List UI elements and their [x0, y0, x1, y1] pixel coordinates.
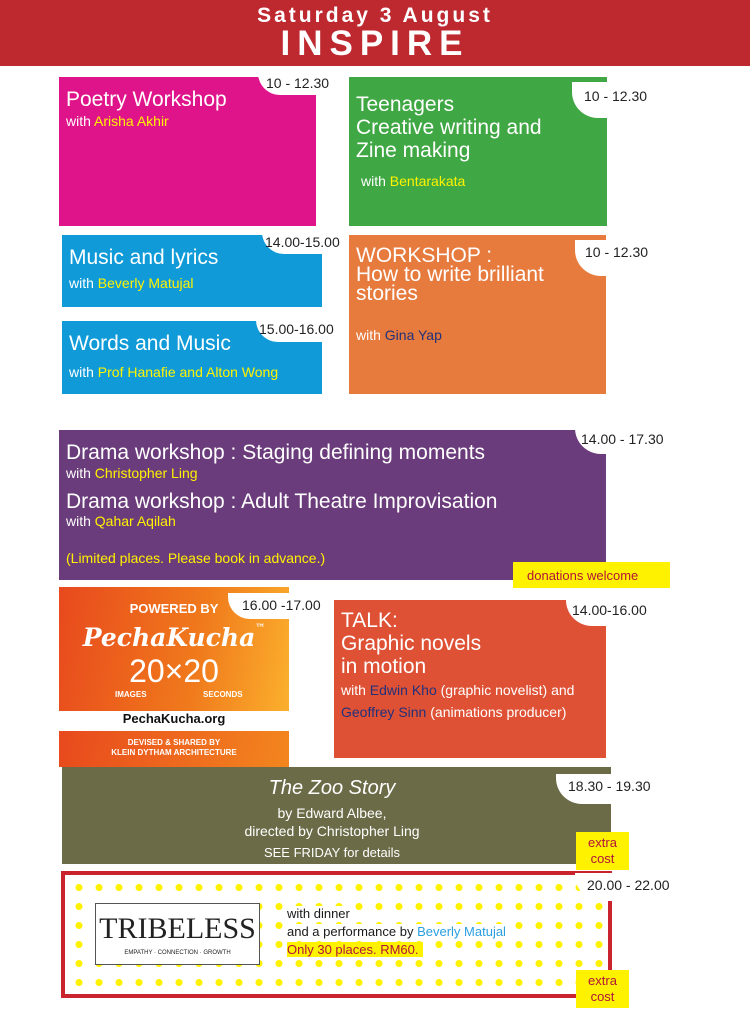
teenagers-host-line	[361, 173, 465, 189]
words-music-host-line	[69, 364, 278, 380]
drama-booking-note: (Limited places. Please book in advance.)	[66, 550, 326, 566]
music-lyrics-time: 14.00-15.00	[262, 232, 348, 254]
pechakucha-url: PechaKucha.org	[122, 711, 226, 726]
talk-role-1: (graphic novelist) and	[436, 682, 575, 698]
writing-with: with	[356, 327, 385, 343]
drama-host-line-2	[66, 513, 176, 529]
tribeless-extra-2: cost	[590, 989, 615, 1004]
poetry-with: with	[66, 113, 95, 129]
zoo-director: directed by Christopher Ling	[244, 823, 420, 839]
tribeless-dinner: with dinner	[287, 906, 350, 921]
talk-host-1: Edwin Kho	[369, 682, 437, 698]
writing-host-line	[356, 327, 442, 343]
drama-host-1: Christopher Ling	[94, 465, 198, 481]
zoo-extra-1: extra	[588, 835, 617, 850]
zoo-extra-2: cost	[590, 851, 615, 866]
poetry-title: Poetry Workshop	[66, 88, 227, 111]
tribeless-time: 20.00 - 22.00	[575, 873, 685, 901]
poetry-host: Arisha Akhir	[94, 113, 169, 129]
pechakucha-format: 20×20	[129, 653, 219, 689]
talk-host-2: Geoffrey Sinn	[341, 704, 427, 720]
talk-with: with	[341, 682, 370, 698]
tribeless-performance-prefix: and a performance by	[287, 924, 418, 939]
poetry-workshop-card	[59, 77, 316, 226]
drama-title-1: Drama workshop : Staging defining moments	[66, 441, 486, 464]
donations-badge: donations welcome	[513, 562, 670, 588]
pechakucha-devised-2: KLEIN DYTHAM ARCHITECTURE	[111, 748, 237, 757]
pechakucha-name: PechaKucha	[82, 623, 256, 652]
teenagers-title-2: Creative writing and	[356, 116, 542, 139]
tribeless-performance	[287, 924, 506, 939]
words-music-host: Prof Hanafie and Alton Wong	[97, 364, 279, 380]
teenagers-with: with	[361, 173, 390, 189]
drama-time: 14.00 - 17.30	[575, 428, 675, 454]
pechakucha-seconds: SECONDS	[203, 690, 243, 699]
zoo-author: by Edward Albee,	[277, 805, 387, 821]
words-music-time: 15.00-16.00	[256, 318, 344, 342]
pechakucha-devised-1: DEVISED & SHARED BY	[127, 738, 221, 747]
event-date: Saturday 3 August	[257, 4, 493, 27]
pechakucha-credit	[59, 731, 289, 767]
words-music-title: Words and Music	[69, 332, 231, 355]
pechakucha-wordmark	[59, 623, 289, 652]
drama-with-2: with	[66, 513, 95, 529]
writing-title-1: WORKSHOP :	[356, 244, 493, 267]
music-lyrics-host: Beverly Matujal	[97, 275, 194, 291]
tribeless-extra-1: extra	[588, 973, 617, 988]
pechakucha-images: IMAGES	[115, 690, 147, 699]
drama-with-1: with	[66, 465, 95, 481]
drama-card	[59, 430, 606, 580]
teenagers-title-1: Teenagers	[356, 93, 455, 116]
poetry-host-line	[66, 113, 169, 129]
writing-host: Gina Yap	[384, 327, 442, 343]
music-lyrics-host-line	[69, 275, 194, 291]
teenagers-time: 10 - 12.30	[572, 82, 662, 118]
talk-time: 14.00-16.00	[566, 598, 666, 626]
zoo-title: The Zoo Story	[268, 777, 396, 799]
talk-title-3: in motion	[341, 655, 427, 678]
zoo-details: SEE FRIDAY for details	[263, 845, 401, 860]
pechakucha-time: 16.00 -17.00	[228, 593, 328, 619]
page-header	[0, 0, 750, 66]
tribeless-tagline: EMPATHY · CONNECTION · GROWTH	[124, 950, 231, 956]
talk-card	[334, 600, 606, 758]
pechakucha-tm: ™	[255, 623, 266, 634]
tribeless-logo	[95, 903, 260, 965]
writing-title-3: stories	[356, 282, 418, 305]
teenagers-host: Bentarakata	[389, 173, 466, 189]
tribeless-extra-cost	[576, 970, 629, 1008]
drama-host-line-1	[66, 465, 198, 481]
tribeless-card	[61, 871, 612, 998]
talk-host-line-2	[341, 704, 566, 720]
event-theme: INSPIRE	[280, 24, 470, 63]
teenagers-card	[349, 77, 607, 226]
teenagers-title-3: Zine making	[356, 139, 471, 162]
talk-host-line-1	[341, 682, 574, 698]
zoo-time: 18.30 - 19.30	[556, 774, 666, 804]
writing-title-2: How to write brilliant	[356, 263, 544, 286]
poetry-time: 10 - 12.30	[258, 73, 342, 95]
music-lyrics-title: Music and lyrics	[69, 246, 219, 269]
talk-title-1: TALK:	[341, 609, 398, 632]
zoo-story-card	[62, 767, 611, 864]
drama-host-2: Qahar Aqilah	[94, 513, 176, 529]
writing-workshop-card	[349, 235, 606, 394]
tribeless-places: Only 30 places. RM60.	[287, 942, 423, 957]
words-music-with: with	[69, 364, 98, 380]
music-lyrics-with: with	[69, 275, 98, 291]
pechakucha-powered: POWERED BY	[129, 601, 219, 616]
drama-title-2: Drama workshop : Adult Theatre Improvisation	[66, 490, 498, 513]
talk-title-2: Graphic novels	[341, 632, 482, 655]
tribeless-wordmark: TRIBELESS	[99, 912, 256, 945]
writing-time: 10 - 12.30	[575, 240, 665, 276]
zoo-extra-cost	[576, 832, 629, 870]
tribeless-performer: Beverly Matujal	[417, 924, 506, 939]
talk-role-2: (animations producer)	[426, 704, 567, 720]
